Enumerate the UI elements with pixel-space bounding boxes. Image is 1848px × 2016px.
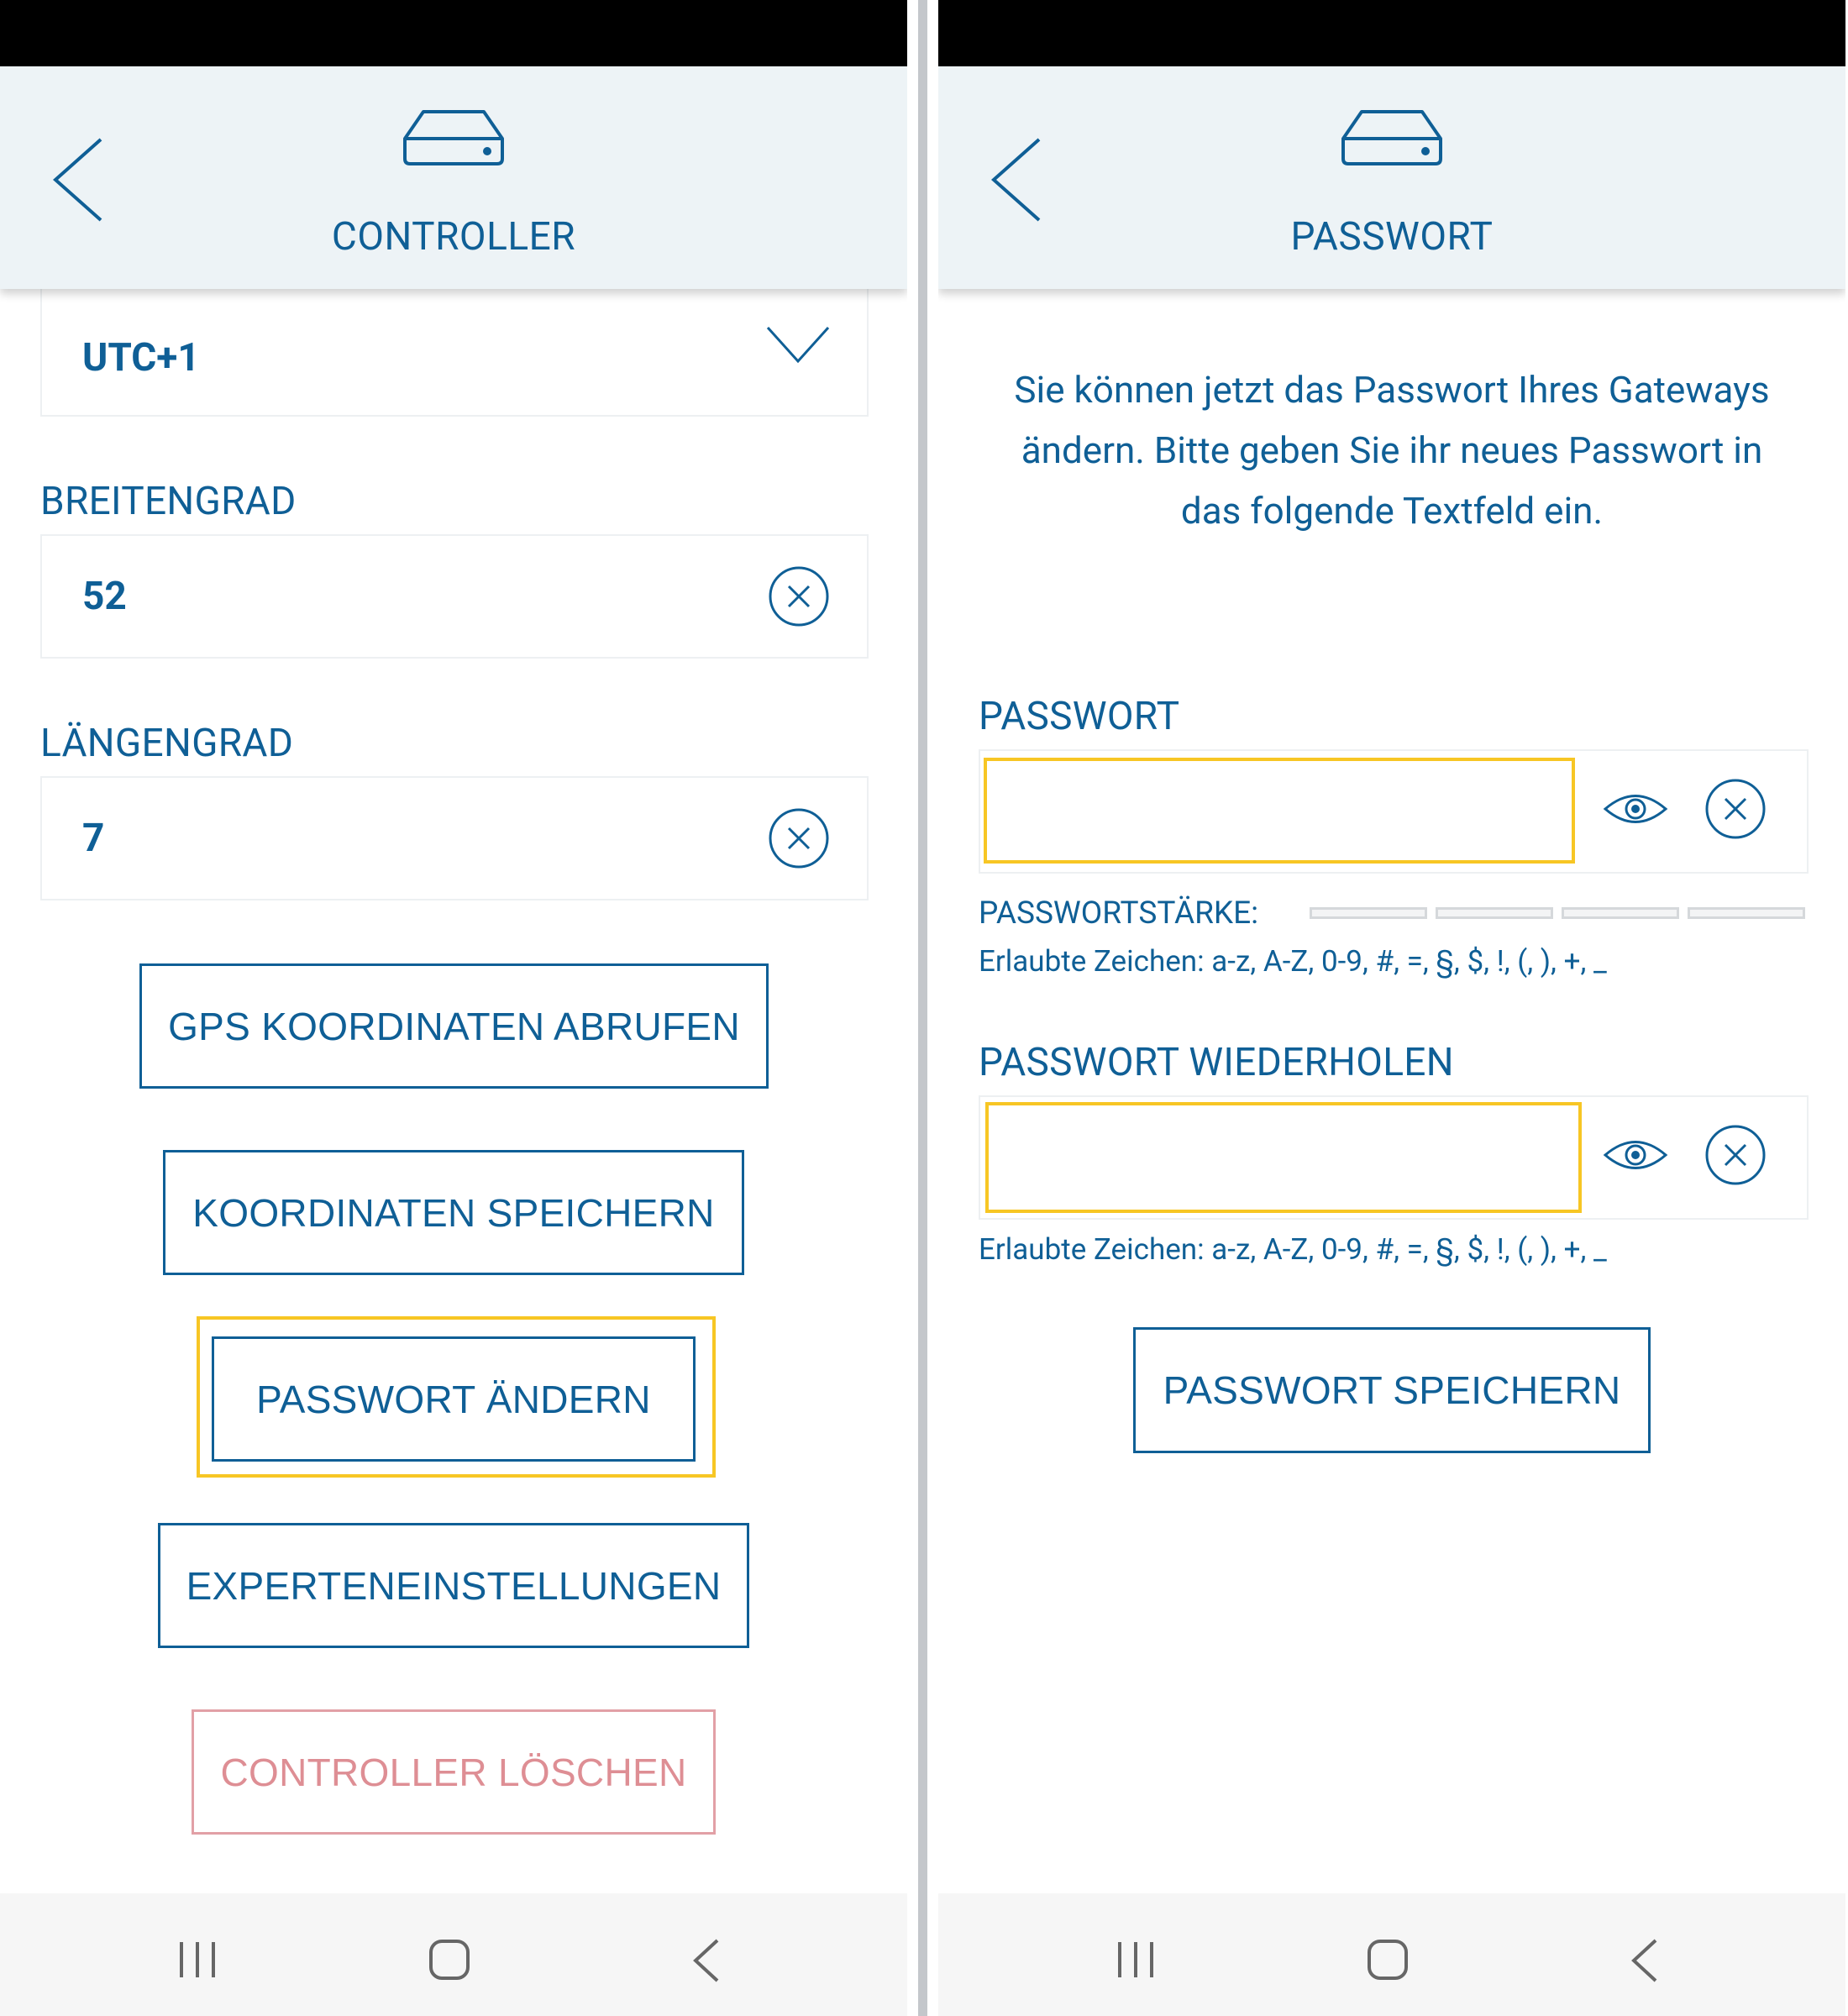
page-title: CONTROLLER xyxy=(331,214,576,260)
timezone-select[interactable] xyxy=(40,286,869,417)
home-icon[interactable] xyxy=(428,1939,470,1981)
strength-segment xyxy=(1562,907,1679,919)
page-title: PASSWORT xyxy=(1290,214,1494,260)
strength-segment xyxy=(1688,907,1805,919)
password-strength-label: PASSWORTSTÄRKE: xyxy=(979,895,1259,932)
delete-controller-button[interactable]: CONTROLLER LÖSCHEN xyxy=(192,1709,716,1835)
system-nav-bar xyxy=(0,1893,907,2016)
longitude-label: LÄNGENGRAD xyxy=(40,721,294,766)
clear-password-icon[interactable] xyxy=(1704,778,1767,840)
save-coordinates-button[interactable]: KOORDINATEN SPEICHERN xyxy=(163,1150,744,1275)
password-screen xyxy=(938,0,1845,2016)
show-password-repeat-eye-icon[interactable] xyxy=(1602,1134,1669,1176)
app-header xyxy=(938,66,1845,289)
gateway-device-icon xyxy=(402,107,506,167)
latitude-field[interactable] xyxy=(40,534,869,659)
chevron-down-icon xyxy=(766,324,830,366)
longitude-value: 7 xyxy=(82,816,105,861)
password-repeat-label: PASSWORT WIEDERHOLEN xyxy=(979,1040,1454,1085)
clear-latitude-icon[interactable] xyxy=(768,565,830,627)
latitude-label: BREITENGRAD xyxy=(40,479,297,524)
latitude-value: 52 xyxy=(82,574,127,619)
change-password-button[interactable]: PASSWORT ÄNDERN xyxy=(212,1336,696,1462)
show-password-eye-icon[interactable] xyxy=(1602,788,1669,830)
system-back-icon[interactable] xyxy=(1627,1937,1661,1984)
strength-segment xyxy=(1310,907,1427,919)
longitude-field[interactable] xyxy=(40,776,869,900)
timezone-value: UTC+1 xyxy=(82,335,200,381)
allowed-characters-hint: Erlaubte Zeichen: a-z, A-Z, 0-9, #, =, §, $, !, (, ), +, _ xyxy=(979,944,1607,979)
password-repeat-input[interactable] xyxy=(985,1102,1582,1213)
allowed-characters-hint-repeat: Erlaubte Zeichen: a-z, A-Z, 0-9, #, =, §, $, !, (, ), +, _ xyxy=(979,1232,1607,1267)
gateway-device-icon xyxy=(1340,107,1444,167)
strength-segment xyxy=(1436,907,1553,919)
clear-password-repeat-icon[interactable] xyxy=(1704,1124,1767,1186)
status-bar xyxy=(0,0,907,66)
password-input[interactable] xyxy=(984,758,1575,864)
screen-divider xyxy=(907,0,938,2016)
recent-apps-icon[interactable] xyxy=(1115,1940,1157,1979)
system-nav-bar xyxy=(938,1893,1845,2016)
expert-settings-button[interactable]: EXPERTENEINSTELLUNGEN xyxy=(158,1523,749,1648)
info-text: Sie können jetzt das Passwort Ihres Gateways ändern. Bitte geben Sie ihr neues Passwort in das folgende Textfeld ein. xyxy=(1014,368,1770,533)
controller-screen xyxy=(0,0,907,2016)
clear-longitude-icon[interactable] xyxy=(768,807,830,869)
home-icon[interactable] xyxy=(1367,1939,1409,1981)
gps-coordinates-button[interactable]: GPS KOORDINATEN ABRUFEN xyxy=(139,963,769,1089)
password-label: PASSWORT xyxy=(979,694,1180,739)
system-back-icon[interactable] xyxy=(689,1937,722,1984)
save-password-button[interactable]: PASSWORT SPEICHERN xyxy=(1133,1327,1651,1453)
recent-apps-icon[interactable] xyxy=(176,1940,218,1979)
app-header xyxy=(0,66,907,289)
status-bar xyxy=(938,0,1845,66)
